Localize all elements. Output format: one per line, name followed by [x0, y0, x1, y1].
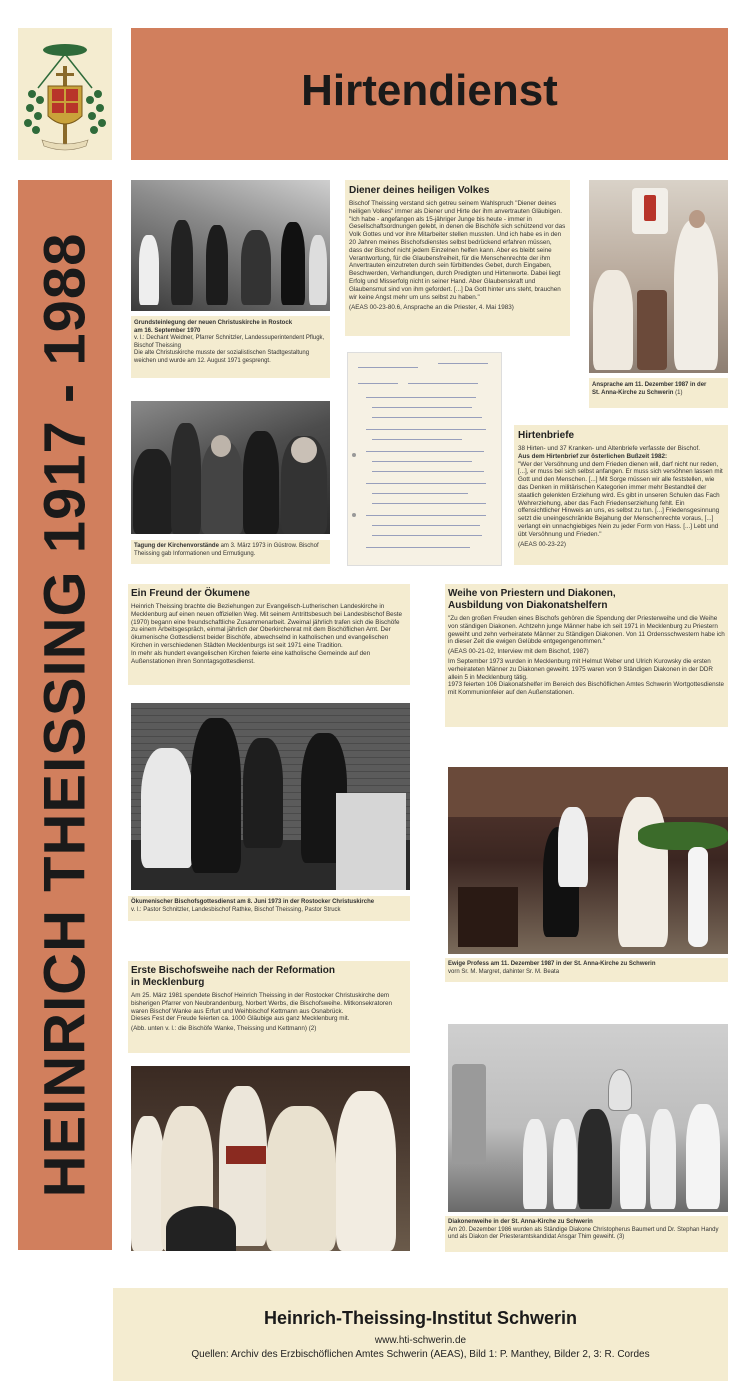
text-diener: Bischof Theissing verstand sich getreu seinem Wahlspruch "Diener deines heiligen Volkes" immer als Diener und Hirte der ihm anvertrauten Gläubigen. "Ich habe - angefangen als 15-jähriger Junge bis heute - immer in Gesellschaftsordnungen gelebt, in denen die Bischöfe sich schützend vor das Volk Gottes und vor ihre Mitarbeiter stellen mussten. Und ich habe es in den 20 Jahren meines Bischofsdienstes selbst bedrückend erfahren müssen, dass der Bischof nicht jedem Einzelnen helfen kann. Aber es bleibt seine Verantwortung, für die Glaubensfreiheit, für die Menschenrechte der ihm Anvertrauten einzutreten durch sein fürbittendes Gebet, durch Eingaben, Beschwerden, Verhandlungen, durch Predigten und Hirtenworte. Dabei liegt Erfolg und Misserfolg nicht in seiner Hand. Aber Glaubenskraft und Glaubensmut sind von ihm gefordert. [...] Da Gott hinter uns steht, brauchen wir keine Angst mehr um uns selbst zu haben."	[349, 200, 566, 301]
heading-diener: Diener deines heiligen Volkes	[349, 185, 490, 196]
vertical-title: HEINRICH THEISSING 1917 - 1988	[32, 232, 98, 1198]
section-bischofsweihe: Erste Bischofsweihe nach der Reformation in Mecklenburg Am 25. März 1981 spendete Bischof Heinrich Theissing in der Rostocker Christuskirche dem bisherigen Pfarrer von Neubrandenburg, Norbert Werbs, die Bischofsweihe. Mitkonsekratoren waren Bischof Wanke aus Erfurt und Weihbischof Kettmann aus Osnabrück. Dieses Fest der Freude feierten ca. 1000 Gläubige aus ganz Mecklenburg mit. (Abb. unten v. l.: die Bischöfe Wanke, Theissing und Kettmann) (2)	[128, 961, 410, 1053]
heading-hirtenbriefe: Hirtenbriefe	[518, 430, 575, 441]
footer-institute: Heinrich-Theissing-Institut Schwerin	[263, 1308, 578, 1328]
photo-diakonenweihe	[448, 1024, 728, 1212]
coat-of-arms-icon	[18, 28, 112, 160]
crest-panel	[18, 28, 112, 160]
heading-oekumene: Ein Freund der Ökumene	[131, 588, 250, 599]
section-diener	[345, 180, 570, 336]
footer	[113, 1288, 728, 1381]
section-oekumene: Ein Freund der Ökumene Heinrich Theissing brachte die Beziehungen zur Evangelisch-Lutherischen Landeskirche in Mecklenburg auf einen neuen offiziellen Weg. Mit seinem Antrittsbesuch bei Landesbischof Beste (1970) begann eine freundschaftliche Zusammenarbeit. Zweimal jährlich trafen sich die Bischöfe zu einem Arbeitsgespräch, einmal jährlich der Oberkirchenrat mit dem Bischöflichen Amt. Der ökumenische Gottesdienst beider Bischöfe, abwechselnd in katholischen und evangelischen Kirchen in verschiedenen Städten Mecklenburgs ist seit 1971 eine Tradition. In mehr als hundert evangelischen Kirchen feierte eine katholische Gemeinde auf den Außenstationen ihren Sonntagsgottesdienst.	[128, 584, 410, 685]
handwritten-letter	[347, 352, 502, 566]
photo-kirchenvorstaende	[131, 401, 330, 534]
caption-oekumenischer-gottesdienst: Ökumenischer Bischofsgottesdienst am 8. Juni 1973 in der Rostocker Christuskirche v. l.: Pastor Schnitzler, Landesbischof Rathke, Bischof Theissing, Pastor Struck	[128, 896, 410, 921]
section-weihe: Weihe von Priestern und Diakonen, Ausbildung von Diakonatshelfern "Zu den großen Freuden eines Bischofs gehören die Spendung der Priesterweihe und die Weihe von ständigen Diakonen. Achtzehn junge Männer habe ich seit 1971 in Mecklenburg zu Priestern geweiht und zehn verheiratete Männer zu Ständigen Diakonen. Von 11 Ordensschwestern habe ich in dieser Zeit die ewigen Gelübde entgegengenommen." (AEAS 00-21-02, Interview mit dem Bischof, 1987) Im September 1973 wurden in Mecklenburg mit Helmut Weber und Ulrich Kurowsky die ersten verheirateten Männer zu Diakonen geweiht. 1975 waren von 9 Ständigen Diakonen in der DDR allein 5 in Mecklenburg tätig. 1973 feierten 106 Diakonatshelfer im Bereich des Bischöflichen Amtes Schwerin Wortgottesdienste mit Kommunionfeier auf den Außenstationen.	[445, 584, 728, 727]
photo-bischofsweihe	[131, 1066, 410, 1251]
caption-diakonenweihe: Diakonenweihe in der St. Anna-Kirche zu Schwerin Am 20. Dezember 1986 wurden als Ständige Diakone Christopherus Baumert und Dr. Stephan Handy und als Diakon der Priesteramtskandidat Ansgar Thim geweiht. (3)	[445, 1216, 728, 1252]
caption-kirchenvorstaende: Tagung der Kirchenvorstände am 3. März 1973 in Güstrow. Bischof Theissing gab Informationen und Ermutigung.	[131, 540, 330, 564]
footer-url[interactable]: www.hti-schwerin.de	[374, 1335, 467, 1346]
text-hirtenbriefe: "Wer der Versöhnung und dem Frieden dienen will, darf nicht nur reden, [...], er muss bei sich selbst anfangen. Er muss sich versöhnen lassen mit Gott und den Menschen. [...] Mit Sorge müssen wir alle feststellen, wie das Denken in militärischen Kategorien immer mehr Bestandteil der staatlich gelenkten Erziehung wird. Es gibt in unseren Schulen das Fach Wehrerziehung, aber das Fach Friedenserziehung fehlt. Ein offensichtlicher Hinweis an uns, es selbst zu tun. [...] Friedensgesinnung setzt die uneingeschränkte Bejahung der Menschenrechte voraus, [...] verlangt ein unnachgiebiges Nein zu jeder Form von Hass. [...] Lebt und übt Versöhnung und Frieden."	[518, 460, 723, 538]
photo-ewige-profess	[448, 767, 728, 954]
title-banner	[131, 28, 728, 160]
photo-groundbreaking	[131, 180, 330, 311]
caption-ansprache: Ansprache am 11. Dezember 1987 in der St. Anna-Kirche zu Schwerin (1)	[589, 378, 728, 408]
photo-oekumenischer-gottesdienst	[131, 703, 410, 890]
footer-sources: Quellen: Archiv des Erzbischöflichen Amtes Schwerin (AEAS), Bild 1: P. Manthey, Bilder 2, 3: R. Cordes	[191, 1349, 650, 1360]
page-title: Hirtendienst	[301, 66, 558, 115]
caption-ewige-profess: Ewige Profess am 11. Dezember 1987 in der St. Anna-Kirche zu Schwerin vorn Sr. M. Margret, dahinter Sr. M. Beata	[445, 958, 728, 982]
section-hirtenbriefe: Hirtenbriefe 38 Hirten- und 37 Kranken- und Altenbriefe verfasste der Bischof. Aus dem Hirtenbrief zur österlichen Bußzeit 1982: "Wer der Versöhnung und dem Frieden dienen will, darf nicht nur reden, [...], er muss bei sich selbst anfangen. Er muss sich versöhnen lassen mit Gott und den Menschen. [...] Mit Sorge müssen wir alle feststellen, wie das Denken in militärischen Kategorien immer mehr Bestandteil der staatlich gelenkten Erziehung wird. Es gibt in unseren Schulen das Fach Wehrerziehung, aber das Fach Friedenserziehung fehlt. Ein offensichtlicher Hinweis an uns, es selbst zu tun. [...] Friedensgesinnung setzt die uneingeschränkte Bejahung der Menschenrechte voraus, [...] verlangt ein unnachgiebiges Nein zu jeder Form von Hass. [...] Lebt und übt Versöhnung und Frieden." (AEAS 00-23-22)	[514, 425, 728, 565]
caption-groundbreaking: Grundsteinlegung der neuen Christuskirche in Rostock am 16. September 1970 v. l.: Dechant Weidner, Pfarrer Schnitzler, Landessuperintendent Pflugk, Bischof Theissing Die alte Christuskirche musste der sozialistischen Stadtgestaltung weichen und wurde am 12. August 1971 gesprengt.	[131, 316, 330, 378]
photo-ansprache	[589, 180, 728, 373]
source-diener: (AEAS 00-23-80.6, Ansprache an die Priester, 4. Mai 1983)	[349, 304, 514, 312]
